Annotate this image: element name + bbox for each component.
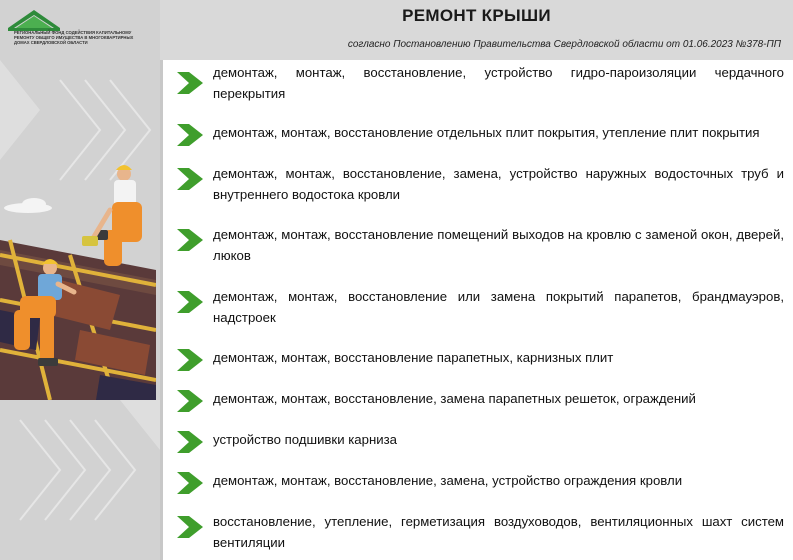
list-item — [163, 388, 793, 410]
roof-workers-illustration — [0, 160, 156, 400]
page-subtitle: согласно Постановлению Правительства Свердловской области от 01.06.2023 №378-ПП — [347, 39, 781, 50]
header — [160, 0, 793, 60]
org-name-line: РЕГИОНАЛЬНЫЙ ФОНД СОДЕЙСТВИЯ КАПИТАЛЬНОМУ — [14, 30, 132, 35]
list-item — [163, 224, 793, 266]
chevron-right-icon — [175, 388, 205, 414]
chevron-right-icon — [175, 166, 205, 192]
chevron-right-icon — [175, 289, 205, 315]
list-item-text: демонтаж, монтаж, восстановление отдельных плит покрытия, утепление плит покрытия — [213, 125, 760, 140]
org-name-line: ДОМАХ СВЕРДЛОВСКОЙ ОБЛАСТИ — [14, 40, 88, 45]
list-item-text: демонтаж, монтаж, восстановление, замена, устройство ограждения кровли — [213, 473, 683, 488]
list-item — [163, 429, 793, 451]
left-panel — [0, 0, 160, 560]
org-name-line: РЕМОНТУ ОБЩЕГО ИМУЩЕСТВА В МНОГОКВАРТИРНЫХ — [14, 35, 134, 40]
chevron-right-icon — [175, 122, 205, 148]
org-name — [14, 30, 154, 45]
list-item — [163, 347, 793, 369]
list-item — [163, 163, 793, 205]
list-item-text: восстановление, утепление, герметизация воздуховодов, вентиляционных шахт систем вентиляции — [213, 514, 784, 550]
chevron-right-icon — [175, 470, 205, 496]
list-item — [163, 470, 793, 492]
list-item — [163, 286, 793, 328]
list-item-text: демонтаж, монтаж, восстановление, замена, устройство наружных водосточных труб и внутреннего водостока кровли — [213, 166, 784, 202]
list-item-text: демонтаж, монтаж, восстановление, устройство гидро-пароизоляции чердачного перекрытия — [213, 65, 784, 101]
list-item-text: демонтаж, монтаж, восстановление или замена покрытий парапетов, брандмауэров, надстроек — [213, 289, 784, 325]
list-item-text: устройство подшивки карниза — [213, 432, 397, 447]
works-list — [160, 60, 793, 560]
chevron-right-icon — [175, 429, 205, 455]
page-title: РЕМОНТ КРЫШИ — [402, 6, 551, 25]
list-item — [163, 511, 793, 553]
list-item — [163, 122, 793, 144]
list-item-text: демонтаж, монтаж, восстановление помещений выходов на кровлю с заменой окон, дверей, люков — [213, 227, 784, 263]
chevron-right-icon — [175, 70, 205, 96]
chevron-right-icon — [175, 514, 205, 540]
chevron-right-icon — [175, 227, 205, 253]
list-item — [163, 62, 793, 104]
list-item-text: демонтаж, монтаж, восстановление парапетных, карнизных плит — [213, 350, 614, 365]
list-item-text: демонтаж, монтаж, восстановление, замена парапетных решеток, ограждений — [213, 391, 696, 406]
chevron-right-icon — [175, 347, 205, 373]
